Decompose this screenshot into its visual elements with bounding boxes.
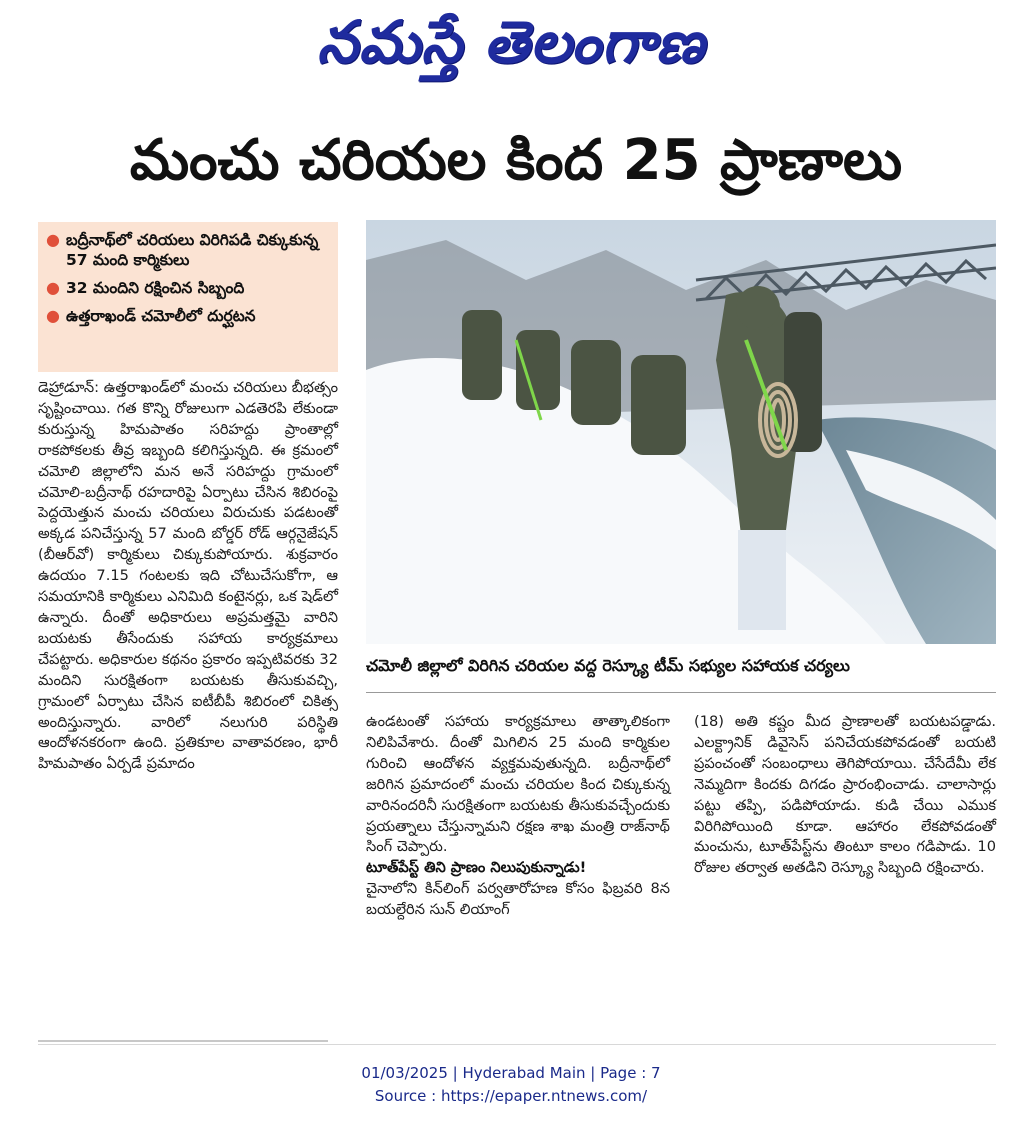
article-text: (18) అతి కష్టం మీద ప్రాణాలతో బయటపడ్డాడు. ఎలక్ట్రానిక్ డివైసెస్ పనిచేయకపోవడంతో బయటి ప్రపంచంతో సంబంధాలు తెగిపోయాయి. చేసేదేమీ లేక నెమ్మదిగా కిందకు దిగడం ప్రారంభించాడు. చాలాసార్లు పట్టు తప్పి, పడిపోయాడు. కుడి చేయి ఎముక విరిగిపోయింది కూడా. ఆహారం లేకపోవడంతో మంచును, టూత్‌పేస్ట్‌ను తింటూ కాలం గడిపాడు. 10 రోజుల తర్వాత అతడిని రెస్క్యూ సిబ్బంది రక్షించారు. — [694, 713, 996, 877]
bullet-icon: ● — [46, 278, 60, 297]
article-text: డెహ్రాడూన్: ఉత్తరాఖండ్‌లో మంచు చరియలు బీభత్సం సృష్టించాయి. గత కొన్ని రోజులుగా ఎడతెరపి లేకుండా కురుస్తున్న హిమపాతం సరిహద్దు ప్రాంతాల్లో రాకపోకలకు తీవ్ర ఇబ్బంది కలిగిస్తున్నది. ఈ క్రమంలో చమోలి జిల్లాలోని మన అనే సరిహద్దు గ్రామంలో చమోలి-బద్రీనాథ్ రహదారిపై ఏర్పాటు చేసిన శిబిరంపై పెద్దయెత్తున మంచు చరియలు విరుచుకు పడటంతో అక్కడ పనిచేస్తున్న 57 మంది బోర్డర్ రోడ్ ఆర్గనైజేషన్ (బీఆర్‌వో) కార్మికులు చిక్కుకుపోయారు. శుక్రవారం ఉదయం 7.15 గంటలకు ఇది చోటుచేసుకోగా, ఆ సమయానికి కార్మికులు ఎనిమిది కంటైనర్లు, ఒక షెడ్‌లో ఉన్నారు. దీంతో అధికారులు అప్రమత్తమై వారిని బయటకు తీసేందుకు సహాయ కార్యక్రమాలు చేపట్టారు. అధికారుల కథనం ప్రకారం ఇప్పటివరకు 32 మందిని సురక్షితంగా బయటకు తీసుకువచ్చి, గ్రామంలో ఏర్పాటు చేసిన ఐటీబీపీ శిబిరంలో చికిత్స అందిస్తున్నారు. వారిలో నలుగురి పరిస్థితి ఆందోళనకరంగా ఉంది. ప్రతికూల వాతావరణం, భారీ హిమపాతం ఏర్పడే ప్రమాదం — [38, 379, 338, 773]
article-column-1 — [38, 378, 338, 775]
footer-source-line: Source : https://epaper.ntnews.com/ — [374, 1087, 648, 1105]
highlights-box — [38, 222, 338, 372]
caption-divider — [366, 692, 996, 693]
photo-caption: చమోలీ జిల్లాలో విరిగిన చరియల వద్ద రెస్క్యూ టీమ్ సభ్యుల సహాయక చర్యలు — [366, 656, 850, 675]
highlight-item — [46, 306, 332, 326]
highlight-item — [46, 230, 332, 270]
bullet-icon: ● — [46, 306, 60, 325]
article-text: ఉండటంతో సహాయ కార్యక్రమాలు తాత్కాలికంగా నిలిపివేశారు. దీంతో మిగిలిన 25 మంది కార్మికుల గురించి ఆందోళన వ్యక్తమవుతున్నది. బద్రీనాథ్‌లో జరిగిన ప్రమాదంలో మంచు చరియల కింద చిక్కుకున్న వారినందరినీ సురక్షితంగా బయటకు తీసుకువచ్చేందుకు ప్రయత్నాలు చేస్తున్నామని రక్షణ శాఖ మంత్రి రాజ్‌నాథ్ సింగ్ చెప్పారు. — [366, 713, 670, 856]
footer-date-line: 01/03/2025 | Hyderabad Main | Page : 7 — [361, 1064, 661, 1082]
highlight-text: బద్రీనాథ్‌లో చరియలు విరిగిపడి చిక్కుకున్న 57 మంది కార్మికులు — [65, 231, 319, 269]
highlight-text: ఉత్తరాఖండ్ చమోలీలో దుర్ఘటన — [65, 307, 256, 325]
article-text: చైనాలోని కిన్‌లింగ్ పర్వతారోహణ కోసం ఫిబ్రవరి 8న బయల్దేరిన సున్ లియాంగ్ — [366, 880, 670, 919]
article-headline: మంచు చరియల కింద 25 ప్రాణాలు — [129, 128, 903, 193]
article-column-2 — [366, 712, 670, 921]
bullet-icon: ● — [46, 230, 60, 249]
bottom-rule — [38, 1044, 996, 1045]
newspaper-masthead: నమస్తే తెలంగాణ — [317, 8, 705, 76]
bottom-left-rule — [38, 1040, 328, 1042]
news-photo — [366, 220, 996, 644]
article-subheading: టూత్‌పేస్ట్ తిని ప్రాణం నిలుపుకున్నాడు! — [366, 859, 587, 877]
article-column-3 — [694, 712, 996, 879]
highlight-text: 32 మందిని రక్షించిన సిబ్బంది — [65, 279, 245, 297]
highlight-item — [46, 278, 332, 298]
rescue-scene-image — [366, 220, 996, 644]
